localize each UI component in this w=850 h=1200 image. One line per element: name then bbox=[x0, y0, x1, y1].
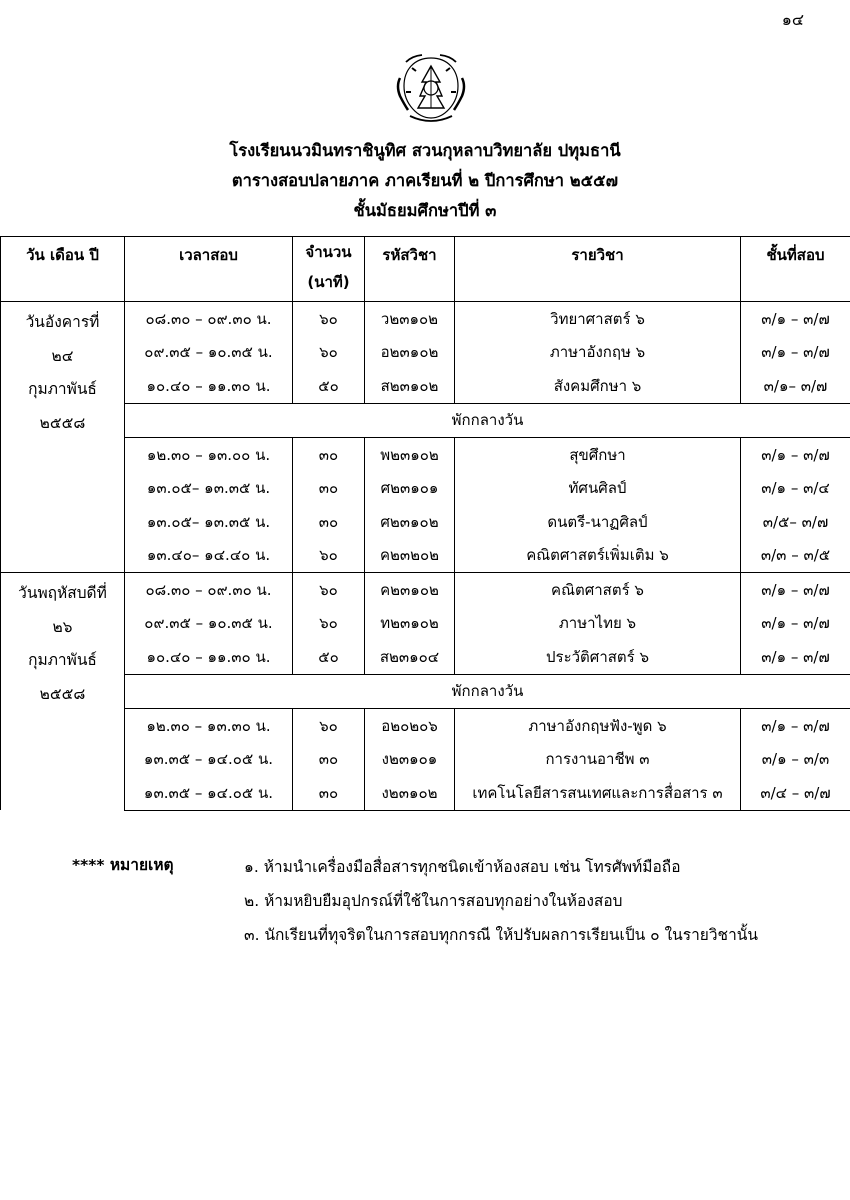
header-duration-line2: (นาที) bbox=[307, 273, 350, 291]
exam-duration: ๖๐ bbox=[293, 709, 365, 743]
subject-name: สังคมศึกษา ๖ bbox=[455, 369, 741, 403]
table-row bbox=[1, 302, 850, 336]
exam-rooms: ๓/๑ – ๓/๓ bbox=[741, 743, 850, 777]
subject-code: อ๒๐๒๐๖ bbox=[365, 709, 455, 743]
table-row bbox=[1, 743, 850, 777]
exam-duration: ๖๐ bbox=[293, 539, 365, 573]
subject-name: คณิตศาสตร์เพิ่มเติม ๖ bbox=[455, 539, 741, 573]
header-subject: รายวิชา bbox=[455, 237, 741, 302]
exam-rooms: ๓/๕– ๓/๗ bbox=[741, 505, 850, 539]
table-header-row bbox=[1, 237, 850, 302]
subject-name: ภาษาอังกฤษ ๖ bbox=[455, 336, 741, 370]
exam-rooms: ๓/๑ – ๓/๗ bbox=[741, 336, 850, 370]
subject-code: ส๒๓๑๐๔ bbox=[365, 640, 455, 674]
exam-duration: ๓๐ bbox=[293, 776, 365, 810]
date-line: ๒๕๕๘ bbox=[39, 413, 86, 432]
header-rooms: ชั้นที่สอบ bbox=[741, 237, 850, 302]
subject-name: ดนตรี-นาฏศิลป์ bbox=[455, 505, 741, 539]
exam-duration: ๓๐ bbox=[293, 438, 365, 472]
exam-date-cell bbox=[1, 573, 125, 811]
subject-name: วิทยาศาสตร์ ๖ bbox=[455, 302, 741, 336]
table-row bbox=[1, 369, 850, 403]
exam-duration: ๕๐ bbox=[293, 369, 365, 403]
exam-time: ๐๙.๓๕ – ๑๐.๓๕ น. bbox=[125, 607, 293, 641]
date-line: กุมภาพันธ์ bbox=[28, 651, 97, 669]
subject-code: ศ๒๓๑๐๑ bbox=[365, 472, 455, 506]
table-row bbox=[1, 640, 850, 674]
grade-level: ชั้นมัธยมศึกษาปีที่ ๓ bbox=[353, 201, 497, 220]
lunch-break-row bbox=[1, 674, 850, 709]
exam-time: ๑๓.๔๐– ๑๔.๔๐ น. bbox=[125, 539, 293, 573]
subject-name: ภาษาอังกฤษฟัง-พูด ๖ bbox=[455, 709, 741, 743]
date-line: ๒๖ bbox=[52, 617, 73, 636]
exam-duration: ๖๐ bbox=[293, 336, 365, 370]
header-duration bbox=[293, 237, 365, 302]
table-row bbox=[1, 573, 850, 607]
table-row bbox=[1, 505, 850, 539]
exam-time: ๑๓.๓๕ – ๑๔.๐๕ น. bbox=[125, 776, 293, 810]
subject-code: อ๒๓๑๐๒ bbox=[365, 336, 455, 370]
document-titles bbox=[0, 136, 850, 226]
table-row bbox=[1, 438, 850, 472]
exam-time: ๑๓.๐๕– ๑๓.๓๕ น. bbox=[125, 505, 293, 539]
exam-rooms: ๓/๑ – ๓/๗ bbox=[741, 607, 850, 641]
exam-duration: ๓๐ bbox=[293, 743, 365, 777]
subject-name: ทัศนศิลป์ bbox=[455, 472, 741, 506]
exam-rooms: ๓/๓ – ๓/๕ bbox=[741, 539, 850, 573]
header-code: รหัสวิชา bbox=[365, 237, 455, 302]
exam-rooms: ๓/๑ – ๓/๗ bbox=[741, 709, 850, 743]
schedule-title: ตารางสอบปลายภาค ภาคเรียนที่ ๒ ปีการศึกษา ๒๕๕๗ bbox=[231, 171, 619, 190]
exam-time: ๑๐.๔๐ – ๑๑.๓๐ น. bbox=[125, 369, 293, 403]
date-line: วันพฤหัสบดีที่ bbox=[18, 584, 107, 602]
subject-name: สุขศึกษา bbox=[455, 438, 741, 472]
exam-duration: ๕๐ bbox=[293, 640, 365, 674]
date-line: ๒๔ bbox=[51, 346, 74, 365]
note-item: ๒. ห้ามหยิบยืมอุปกรณ์ที่ใช้ในการสอบทุกอย่างในห้องสอบ bbox=[244, 892, 623, 910]
subject-name: ประวัติศาสตร์ ๖ bbox=[455, 640, 741, 674]
subject-code: ท๒๓๑๐๒ bbox=[365, 607, 455, 641]
exam-time: ๑๓.๓๕ – ๑๔.๐๕ น. bbox=[125, 743, 293, 777]
exam-time: ๑๐.๔๐ – ๑๑.๓๐ น. bbox=[125, 640, 293, 674]
subject-code: ง๒๓๑๐๒ bbox=[365, 776, 455, 810]
exam-time: ๑๒.๓๐ – ๑๓.๐๐ น. bbox=[125, 438, 293, 472]
subject-name: การงานอาชีพ ๓ bbox=[455, 743, 741, 777]
exam-duration: ๓๐ bbox=[293, 472, 365, 506]
exam-duration: ๖๐ bbox=[293, 573, 365, 607]
subject-name: เทคโนโลยีสารสนเทศและการสื่อสาร ๓ bbox=[455, 776, 741, 810]
exam-schedule-table bbox=[0, 236, 850, 811]
table-row bbox=[1, 607, 850, 641]
header-date: วัน เดือน ปี bbox=[1, 237, 125, 302]
exam-rooms: ๓/๑ – ๓/๗ bbox=[741, 640, 850, 674]
note-item: ๓. นักเรียนที่ทุจริตในการสอบทุกกรณี ให้ปรับผลการเรียนเป็น ๐ ในรายวิชานั้น bbox=[244, 926, 758, 944]
table-row bbox=[1, 776, 850, 810]
table-row bbox=[1, 336, 850, 370]
subject-name: คณิตศาสตร์ ๖ bbox=[455, 573, 741, 607]
subject-name: ภาษาไทย ๖ bbox=[455, 607, 741, 641]
exam-time: ๐๘.๓๐ – ๐๙.๓๐ น. bbox=[125, 302, 293, 336]
header-time: เวลาสอบ bbox=[125, 237, 293, 302]
note-item: ๑. ห้ามนำเครื่องมือสื่อสารทุกชนิดเข้าห้องสอบ เช่น โทรศัพท์มือถือ bbox=[244, 858, 681, 876]
table-row bbox=[1, 709, 850, 743]
date-line: ๒๕๕๘ bbox=[39, 684, 86, 703]
exam-time: ๐๙.๓๕ – ๑๐.๓๕ น. bbox=[125, 336, 293, 370]
page-number: ๑๔ bbox=[781, 10, 804, 29]
table-row bbox=[1, 472, 850, 506]
exam-rooms: ๓/๑ – ๓/๗ bbox=[741, 302, 850, 336]
exam-date-cell bbox=[1, 302, 125, 573]
exam-rooms: ๓/๑ – ๓/๗ bbox=[741, 573, 850, 607]
lunch-break-label: พักกลางวัน bbox=[125, 674, 850, 709]
date-line: วันอังคารที่ bbox=[25, 313, 100, 331]
exam-rooms: ๓/๑ – ๓/๔ bbox=[741, 472, 850, 506]
subject-code: ง๒๓๑๐๑ bbox=[365, 743, 455, 777]
exam-rooms: ๓/๑– ๓/๗ bbox=[741, 369, 850, 403]
lunch-break-row bbox=[1, 403, 850, 438]
exam-duration: ๖๐ bbox=[293, 302, 365, 336]
notes-list bbox=[244, 852, 758, 954]
header-duration-line1: จำนวน bbox=[305, 243, 352, 261]
table-row bbox=[1, 539, 850, 573]
subject-code: ส๒๓๑๐๒ bbox=[365, 369, 455, 403]
exam-duration: ๖๐ bbox=[293, 607, 365, 641]
exam-time: ๐๘.๓๐ – ๐๙.๓๐ น. bbox=[125, 573, 293, 607]
date-line: กุมภาพันธ์ bbox=[28, 380, 97, 398]
notes-label: **** หมายเหตุ bbox=[72, 856, 174, 874]
exam-duration: ๓๐ bbox=[293, 505, 365, 539]
subject-code: ว๒๓๑๐๒ bbox=[365, 302, 455, 336]
exam-rooms: ๓/๑ – ๓/๗ bbox=[741, 438, 850, 472]
subject-code: ค๒๓๑๐๒ bbox=[365, 573, 455, 607]
exam-time: ๑๒.๓๐ – ๑๓.๓๐ น. bbox=[125, 709, 293, 743]
school-name: โรงเรียนนวมินทราชินูทิศ สวนกุหลาบวิทยาลัย ปทุมธานี bbox=[229, 141, 621, 160]
lunch-break-label: พักกลางวัน bbox=[125, 403, 850, 438]
exam-time: ๑๓.๐๕– ๑๓.๓๕ น. bbox=[125, 472, 293, 506]
subject-code: ค๒๓๒๐๒ bbox=[365, 539, 455, 573]
exam-rooms: ๓/๔ – ๓/๗ bbox=[741, 776, 850, 810]
subject-code: พ๒๓๑๐๒ bbox=[365, 438, 455, 472]
subject-code: ศ๒๓๑๐๒ bbox=[365, 505, 455, 539]
school-seal-logo bbox=[392, 52, 470, 126]
